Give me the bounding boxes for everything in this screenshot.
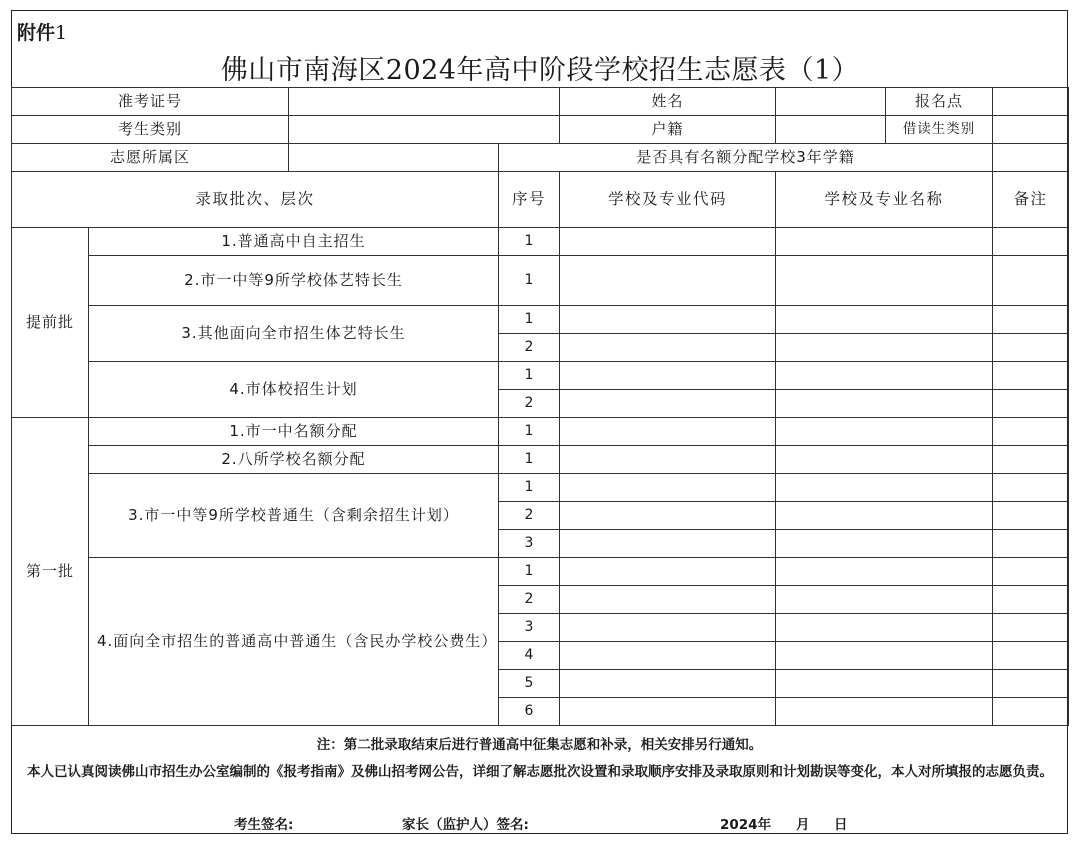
- school-code-cell[interactable]: [560, 256, 776, 306]
- remark-cell[interactable]: [993, 362, 1069, 390]
- seq-number: 6: [499, 698, 560, 726]
- code-header: 学校及专业代码: [560, 172, 776, 228]
- name-label: 姓名: [560, 88, 776, 116]
- school-name-cell[interactable]: [776, 446, 993, 474]
- category-label: 考生类别: [12, 116, 289, 144]
- student-signature-label: 考生签名:: [234, 817, 294, 833]
- table-row: [12, 446, 1069, 474]
- school-code-cell[interactable]: [560, 362, 776, 390]
- header-row: [12, 172, 1069, 228]
- seq-number: 1: [499, 256, 560, 306]
- seq-number: 1: [499, 474, 560, 502]
- school-name-cell[interactable]: [776, 642, 993, 670]
- remark-cell[interactable]: [993, 614, 1069, 642]
- seq-number: 2: [499, 502, 560, 530]
- enroll-site-label: 报名点: [886, 88, 993, 116]
- table-row: [12, 362, 1069, 390]
- batch-early-label: 提前批: [12, 228, 89, 418]
- category-field[interactable]: [289, 116, 560, 144]
- remark-cell[interactable]: [993, 418, 1069, 446]
- school-name-cell[interactable]: [776, 474, 993, 502]
- footer-note: 注：第二批录取结束后进行普通高中征集志愿和补录，相关安排另行通知。: [316, 737, 763, 753]
- info-row: [12, 88, 1069, 116]
- seq-number: 2: [499, 390, 560, 418]
- remark-cell[interactable]: [993, 334, 1069, 362]
- remark-cell[interactable]: [993, 306, 1069, 334]
- seq-number: 1: [499, 558, 560, 586]
- item-label: 3.市一中等9所学校普通生（含剩余招生计划）: [89, 474, 499, 558]
- remark-cell[interactable]: [993, 474, 1069, 502]
- table-row: [12, 256, 1069, 306]
- borrow-label: 借读生类别: [886, 116, 993, 144]
- application-table: [11, 87, 1069, 726]
- batch-first-label: 第一批: [12, 418, 89, 726]
- item-label: 4.面向全市招生的普通高中普通生（含民办学校公费生）: [89, 558, 499, 726]
- remark-cell[interactable]: [993, 558, 1069, 586]
- item-label: 2.市一中等9所学校体艺特长生: [89, 256, 499, 306]
- school-code-cell[interactable]: [560, 390, 776, 418]
- school-code-cell[interactable]: [560, 446, 776, 474]
- table-row: [12, 418, 1069, 446]
- school-code-cell[interactable]: [560, 502, 776, 530]
- declaration-text: 本人已认真阅读佛山市招生办公室编制的《报考指南》及佛山招考网公告，详细了解志愿批次设置和录取顺序安排及录取原则和计划勘误等变化，本人对所填报的志愿负责。: [27, 764, 1053, 780]
- enroll-site-field[interactable]: [993, 88, 1069, 116]
- remark-cell[interactable]: [993, 670, 1069, 698]
- seq-number: 5: [499, 670, 560, 698]
- school-name-cell[interactable]: [776, 698, 993, 726]
- school-code-cell[interactable]: [560, 642, 776, 670]
- parent-signature-label: 家长（监护人）签名:: [402, 817, 529, 833]
- seq-number: 1: [499, 306, 560, 334]
- seq-number: 2: [499, 334, 560, 362]
- seq-number: 3: [499, 530, 560, 558]
- form-title: 佛山市南海区2024年高中阶段学校招生志愿表（1）: [220, 55, 860, 86]
- batch-header: 录取批次、层次: [12, 172, 499, 228]
- item-label: 1.市一中名额分配: [89, 418, 499, 446]
- remark-cell[interactable]: [993, 698, 1069, 726]
- school-name-cell[interactable]: [776, 390, 993, 418]
- seq-number: 2: [499, 586, 560, 614]
- school-name-cell[interactable]: [776, 530, 993, 558]
- school-code-cell[interactable]: [560, 698, 776, 726]
- date-year: 2024年: [720, 817, 772, 833]
- school-name-cell[interactable]: [776, 614, 993, 642]
- school-name-cell[interactable]: [776, 418, 993, 446]
- remark-cell[interactable]: [993, 446, 1069, 474]
- table-row: [12, 558, 1069, 586]
- seq-number: 1: [499, 362, 560, 390]
- school-code-cell[interactable]: [560, 558, 776, 586]
- info-row: [12, 144, 1069, 172]
- seq-number: 4: [499, 642, 560, 670]
- remark-cell[interactable]: [993, 228, 1069, 256]
- school-code-cell[interactable]: [560, 306, 776, 334]
- school-code-cell[interactable]: [560, 418, 776, 446]
- remark-cell[interactable]: [993, 502, 1069, 530]
- item-label: 2.八所学校名额分配: [89, 446, 499, 474]
- date-month: 月: [796, 817, 810, 833]
- school-name-cell[interactable]: [776, 502, 993, 530]
- quota-field[interactable]: [993, 144, 1069, 172]
- seq-number: 3: [499, 614, 560, 642]
- school-code-cell[interactable]: [560, 530, 776, 558]
- school-name-cell[interactable]: [776, 256, 993, 306]
- attachment-label: [17, 18, 67, 45]
- item-label: 1.普通高中自主招生: [89, 228, 499, 256]
- borrow-field[interactable]: [993, 116, 1069, 144]
- huji-field[interactable]: [776, 116, 886, 144]
- item-label: 4.市体校招生计划: [89, 362, 499, 418]
- attachment-prefix: 附件: [17, 22, 56, 44]
- remark-cell[interactable]: [993, 586, 1069, 614]
- school-code-cell[interactable]: [560, 474, 776, 502]
- quota-label: 是否具有名额分配学校3年学籍: [499, 144, 993, 172]
- remark-cell[interactable]: [993, 256, 1069, 306]
- table-row: [12, 306, 1069, 334]
- school-code-cell[interactable]: [560, 334, 776, 362]
- huji-label: 户籍: [560, 116, 776, 144]
- school-name-header: 学校及专业名称: [776, 172, 993, 228]
- school-code-cell[interactable]: [560, 614, 776, 642]
- seq-header: 序号: [499, 172, 560, 228]
- school-code-cell[interactable]: [560, 586, 776, 614]
- school-name-cell[interactable]: [776, 334, 993, 362]
- remark-cell[interactable]: [993, 390, 1069, 418]
- item-label: 3.其他面向全市招生体艺特长生: [89, 306, 499, 362]
- remark-cell[interactable]: [993, 642, 1069, 670]
- school-name-cell[interactable]: [776, 362, 993, 390]
- remark-header: 备注: [993, 172, 1069, 228]
- info-row: [12, 116, 1069, 144]
- name-field[interactable]: [776, 88, 886, 116]
- school-code-cell[interactable]: [560, 228, 776, 256]
- exam-id-label: 准考证号: [12, 88, 289, 116]
- school-name-cell[interactable]: [776, 228, 993, 256]
- district-field[interactable]: [289, 144, 499, 172]
- district-label: 志愿所属区: [12, 144, 289, 172]
- table-row: [12, 228, 1069, 256]
- table-row: [12, 474, 1069, 502]
- school-name-cell[interactable]: [776, 670, 993, 698]
- seq-number: 1: [499, 418, 560, 446]
- attachment-number: 1: [55, 22, 68, 44]
- school-name-cell[interactable]: [776, 558, 993, 586]
- seq-number: 1: [499, 228, 560, 256]
- date-day: 日: [834, 817, 848, 833]
- exam-id-field[interactable]: [289, 88, 560, 116]
- school-name-cell[interactable]: [776, 586, 993, 614]
- school-name-cell[interactable]: [776, 306, 993, 334]
- seq-number: 1: [499, 446, 560, 474]
- remark-cell[interactable]: [993, 530, 1069, 558]
- school-code-cell[interactable]: [560, 670, 776, 698]
